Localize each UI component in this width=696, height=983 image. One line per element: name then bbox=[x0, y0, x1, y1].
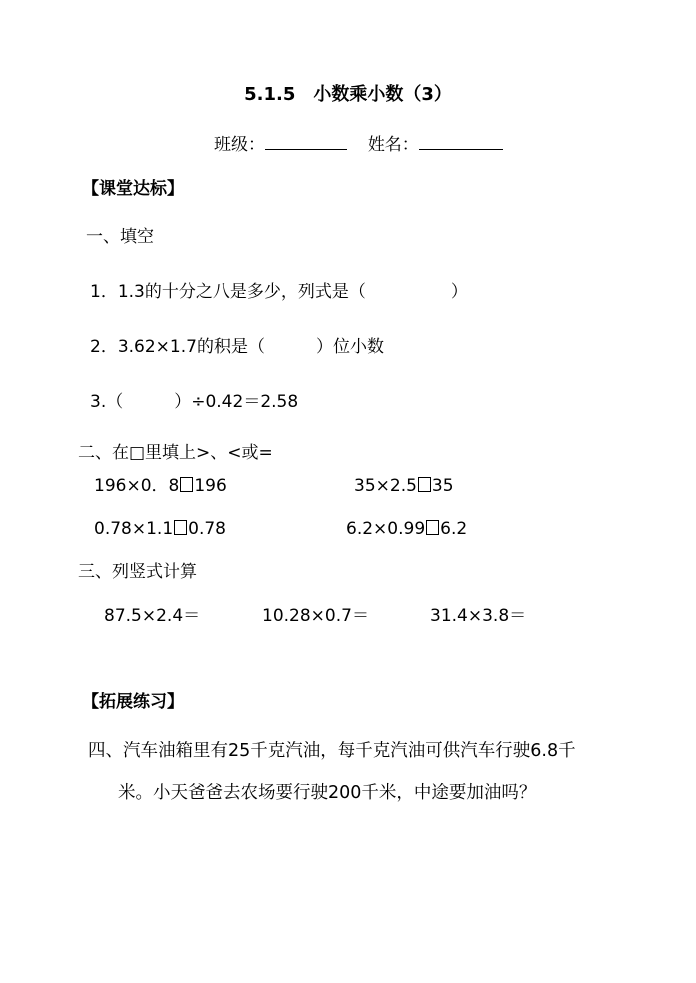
compare-right: 6.2 bbox=[440, 519, 468, 539]
compare-box[interactable] bbox=[426, 520, 439, 535]
compare-box[interactable] bbox=[418, 477, 431, 492]
calc-item: 31.4×3.8＝ bbox=[430, 606, 527, 626]
calc-item: 10.28×0.7＝ bbox=[262, 606, 369, 626]
compare-right: 35 bbox=[431, 476, 454, 496]
part3-heading: 三、列竖式计算 bbox=[78, 562, 197, 582]
compare-item bbox=[346, 520, 467, 538]
word-problem-line-2: 米。小天爸爸去农场要行驶200千米，中途要加油吗？ bbox=[118, 783, 537, 803]
compare-item bbox=[94, 520, 226, 538]
compare-item bbox=[354, 477, 454, 495]
class-label: 班级： bbox=[214, 135, 265, 155]
compare-left: 6.2×0.99 bbox=[346, 519, 426, 539]
class-blank[interactable] bbox=[265, 135, 347, 150]
student-info-line bbox=[214, 135, 503, 154]
compare-left: 196×0．8 bbox=[94, 476, 180, 496]
section-classroom: 【课堂达标】 bbox=[82, 179, 184, 199]
word-problem-line-1: 四、汽车油箱里有25千克汽油，每千克汽油可供汽车行驶6.8千 bbox=[88, 741, 576, 761]
compare-box[interactable] bbox=[180, 477, 193, 492]
compare-left: 35×2.5 bbox=[354, 476, 417, 496]
question-1: 1．1.3的十分之八是多少，列式是（ ） bbox=[90, 282, 468, 302]
question-2: 2．3.62×1.7的积是（ ）位小数 bbox=[90, 337, 384, 357]
name-label: 姓名： bbox=[367, 135, 419, 155]
compare-item bbox=[94, 477, 227, 495]
part2-heading: 二、在□里填上>、<或= bbox=[78, 443, 273, 463]
name-blank[interactable] bbox=[419, 135, 503, 150]
part1-heading: 一、填空 bbox=[86, 227, 154, 247]
compare-left: 0.78×1.1 bbox=[94, 519, 174, 539]
page-title: 5.1.5 小数乘小数（3） bbox=[244, 84, 452, 105]
compare-right: 196 bbox=[194, 476, 227, 496]
calc-item: 87.5×2.4＝ bbox=[104, 606, 201, 626]
section-extension: 【拓展练习】 bbox=[82, 692, 184, 712]
compare-box[interactable] bbox=[174, 520, 187, 535]
compare-right: 0.78 bbox=[188, 519, 226, 539]
question-3: 3.（ ）÷0.42＝2.58 bbox=[90, 392, 299, 412]
